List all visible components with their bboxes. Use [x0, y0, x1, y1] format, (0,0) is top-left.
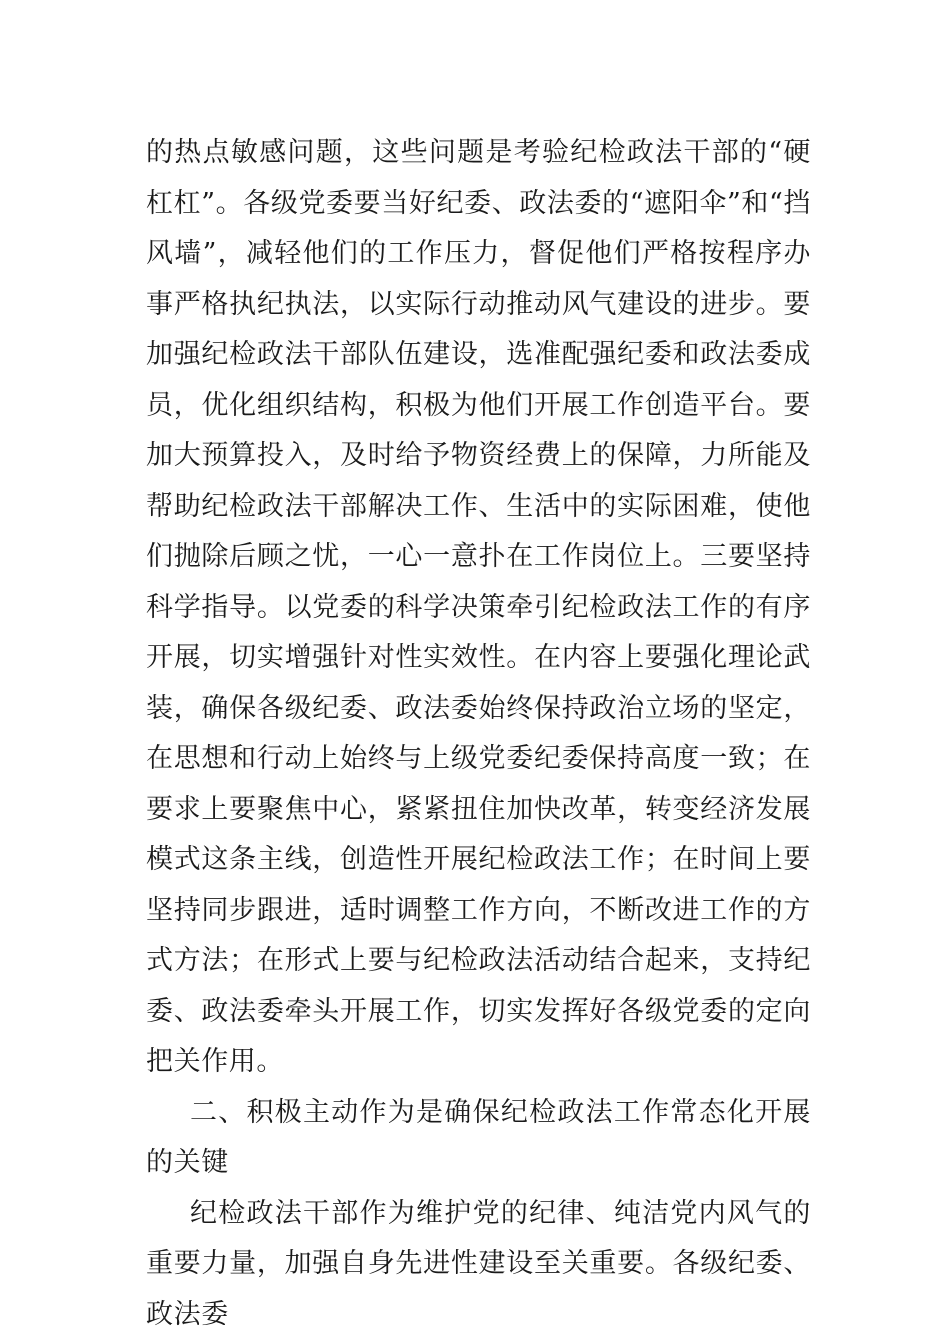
section-heading: 二、积极主动作为是确保纪检政法工作常态化开展的关键	[146, 1096, 811, 1178]
body-paragraph: 纪检政法干部作为维护党的纪律、纯洁党内风气的重要力量，加强自身先进性建设至关重要。各级纪委、政法委	[146, 1197, 811, 1330]
document-body	[146, 128, 811, 1340]
body-paragraph-continued: 的热点敏感问题，这些问题是考验纪检政法干部的“硬杠杠”。各级党委要当好纪委、政法委的“遮阳伞”和“挡风墙”，减轻他们的工作压力，督促他们严格按程序办事严格执纪执法，以实际行动推动风气建设的进步。要加强纪检政法干部队伍建设，选准配强纪委和政法委成员，优化组织结构，积极为他们开展工作创造平台。要加大预算投入，及时给予物资经费上的保障，力所能及帮助纪检政法干部解决工作、生活中的实际困难，使他们抛除后顾之忧，一心一意扑在工作岗位上。三要坚持科学指导。以党委的科学决策牵引纪检政法工作的有序开展，切实增强针对性实效性。在内容上要强化理论武装，确保各级纪委、政法委始终保持政治立场的坚定，在思想和行动上始终与上级党委纪委保持高度一致；在要求上要聚焦中心，紧紧扭住加快改革，转变经济发展模式这条主线，创造性开展纪检政法工作；在时间上要坚持同步跟进，适时调整工作方向，不断改进工作的方式方法；在形式上要与纪检政法活动结合起来，支持纪委、政法委牵头开展工作，切实发挥好各级党委的定向把关作用。	[146, 137, 811, 1077]
